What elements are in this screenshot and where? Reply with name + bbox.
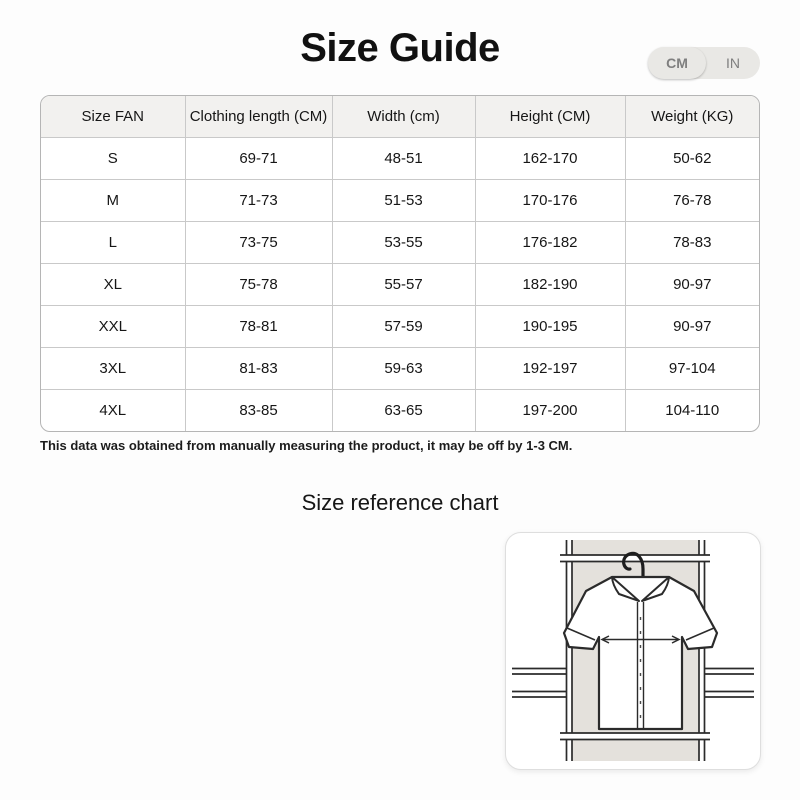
length-cell: 69-71 [185, 138, 332, 180]
height-cell: 170-176 [475, 180, 625, 222]
height-cell: 176-182 [475, 222, 625, 264]
width-cell: 48-51 [332, 138, 475, 180]
table-row [41, 348, 759, 390]
size-cell: 3XL [41, 348, 185, 390]
height-cell: 192-197 [475, 348, 625, 390]
width-cell: 59-63 [332, 348, 475, 390]
size-cell: XL [41, 264, 185, 306]
length-cell: 81-83 [185, 348, 332, 390]
size-reference-illustration [505, 532, 761, 770]
column-header-length: Clothing length (CM) [185, 96, 332, 138]
size-cell: XXL [41, 306, 185, 348]
weight-cell: 76-78 [625, 180, 759, 222]
weight-cell: 90-97 [625, 306, 759, 348]
reference-chart-heading: Size reference chart [301, 490, 499, 515]
table-row [41, 264, 759, 306]
unit-toggle[interactable] [648, 47, 760, 79]
table-row [41, 180, 759, 222]
weight-cell: 104-110 [665, 402, 720, 419]
width-cell: 57-59 [332, 306, 475, 348]
length-cell: 83-85 [185, 390, 332, 432]
column-header-size: Size FAN [41, 96, 185, 138]
column-header-height: Height (CM) [475, 96, 625, 138]
length-cell: 71-73 [185, 180, 332, 222]
length-cell: 73-75 [185, 222, 332, 264]
column-header-weight: Weight (KG) [625, 96, 759, 138]
unit-cm-button[interactable]: CM [648, 47, 706, 79]
table-row [41, 138, 759, 180]
size-table [40, 95, 760, 432]
height-cell: 197-200 [475, 390, 625, 432]
weight-cell: 90-97 [625, 264, 759, 306]
weight-cell: 78-83 [625, 222, 759, 264]
height-cell: 190-195 [475, 306, 625, 348]
height-cell: 162-170 [475, 138, 625, 180]
measurement-note: This data was obtained from manually measuring the product, it may be off by 1-3 CM. [40, 438, 573, 453]
table-row [41, 222, 759, 264]
weight-cell: 50-62 [625, 138, 759, 180]
length-cell: 75-78 [185, 264, 332, 306]
shirt-on-hanger-icon [506, 533, 760, 769]
header-row [41, 96, 759, 138]
size-cell: L [41, 222, 185, 264]
width-cell: 51-53 [332, 180, 475, 222]
table-row [41, 390, 759, 432]
table-row [41, 306, 759, 348]
weight-cell: 97-104 [625, 348, 759, 390]
length-cell: 78-81 [185, 306, 332, 348]
width-cell: 55-57 [332, 264, 475, 306]
column-header-width: Width (cm) [332, 96, 475, 138]
size-cell: 4XL [41, 390, 185, 432]
height-cell: 182-190 [475, 264, 625, 306]
size-cell: M [41, 180, 185, 222]
unit-in-button[interactable]: IN [706, 47, 760, 79]
size-cell: S [41, 138, 185, 180]
width-cell: 53-55 [332, 222, 475, 264]
width-cell: 63-65 [332, 390, 475, 432]
page-title: Size Guide [300, 26, 500, 70]
